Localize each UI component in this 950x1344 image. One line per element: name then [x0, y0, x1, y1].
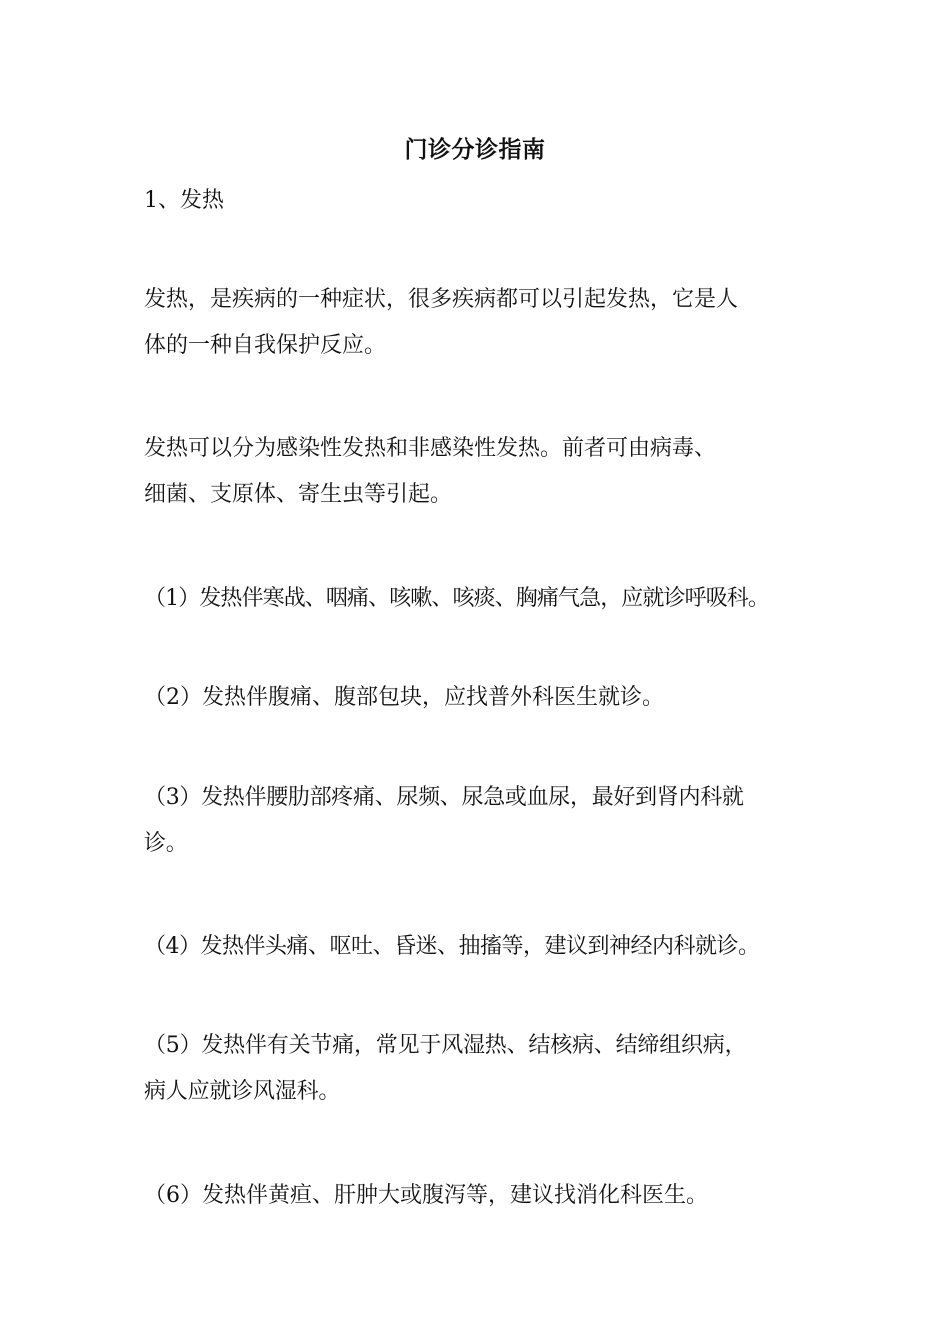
paragraph-line: 病人应就诊风湿科。	[144, 1079, 341, 1104]
page-title: 门诊分诊指南	[404, 136, 546, 163]
paragraph-line: 细菌、支原体、寄生虫等引起。	[144, 482, 453, 507]
section-heading	[144, 178, 834, 224]
paragraph-line: 发热可以分为感染性发热和非感染性发热。前者可由病毒、	[144, 436, 717, 461]
paragraph-line: （5）发热伴有关节痛，常见于风湿热、结核病、结缔组织病，	[144, 1033, 747, 1058]
paragraph-item-2	[144, 675, 834, 721]
paragraph-item-6	[144, 1173, 834, 1219]
paragraph-item-5	[144, 1023, 834, 1115]
paragraph-item-3	[144, 775, 834, 867]
paragraph-line: （6）发热伴黄疸、肝肿大或腹泻等，建议找消化科医生。	[144, 1183, 708, 1208]
paragraph-line: 诊。	[144, 831, 188, 856]
paragraph-fever-definition	[144, 277, 834, 369]
paragraph-line: （3）发热伴腰肋部疼痛、尿频、尿急或血尿，最好到肾内科就	[144, 785, 744, 810]
paragraph-line: （1）发热伴寒战、咽痛、咳嗽、咳痰、胸痛气急，应就诊呼吸科。	[144, 586, 769, 611]
paragraph-line: （2）发热伴腹痛、腹部包块，应找普外科医生就诊。	[144, 685, 664, 710]
paragraph-item-4	[144, 924, 834, 970]
paragraph-line: 发热，是疾病的一种症状，很多疾病都可以引起发热，它是人	[144, 287, 739, 312]
paragraph-fever-types	[144, 426, 834, 518]
section-heading-text: 1、发热	[144, 188, 224, 213]
paragraph-line: 体的一种自我保护反应。	[144, 333, 387, 358]
paragraph-line: （4）发热伴头痛、呕吐、昏迷、抽搐等，建议到神经内科就诊。	[144, 934, 760, 959]
paragraph-item-1	[144, 576, 834, 622]
